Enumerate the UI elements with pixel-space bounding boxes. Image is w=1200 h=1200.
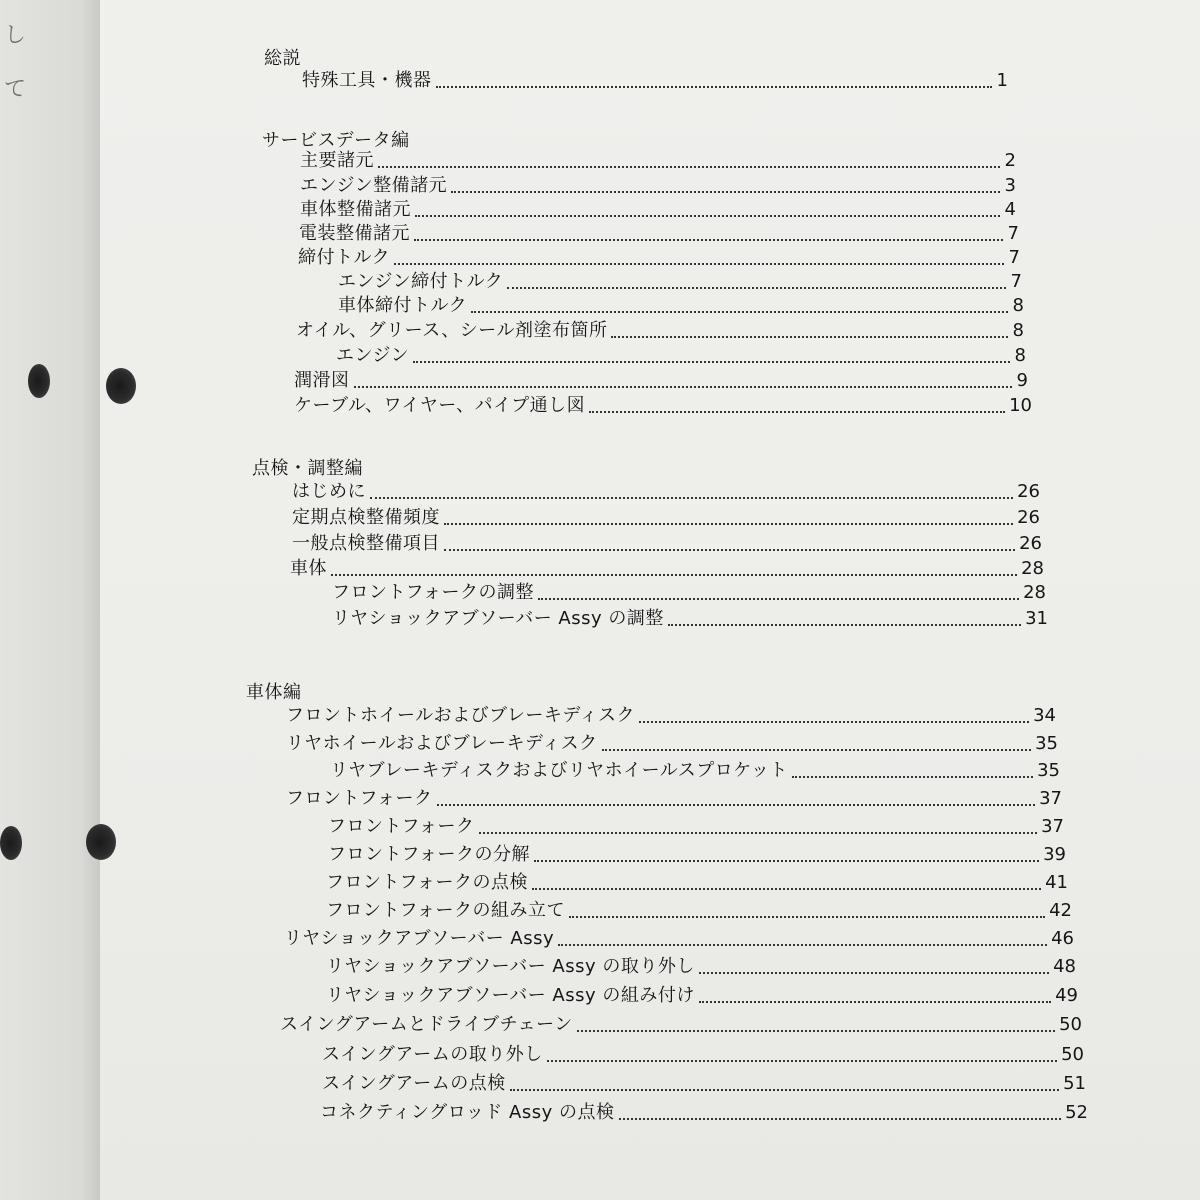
entry-page: 39 bbox=[1043, 844, 1066, 865]
entry-title: エンジン整備諸元 bbox=[300, 175, 448, 196]
dot-leader bbox=[471, 310, 1008, 313]
entry-page: 35 bbox=[1037, 760, 1060, 781]
entry-title: スイングアームとドライブチェーン bbox=[280, 1014, 573, 1035]
entry-page: 10 bbox=[1009, 395, 1032, 416]
toc-entry bbox=[286, 729, 1058, 755]
toc-entry bbox=[326, 952, 1076, 978]
entry-page: 8 bbox=[1014, 345, 1026, 366]
entry-title: 定期点検整備頻度 bbox=[292, 507, 440, 528]
section-heading: サービスデータ編 bbox=[262, 130, 410, 151]
toc-entry bbox=[286, 701, 1056, 727]
toc-entry bbox=[290, 554, 1044, 580]
entry-title: リヤショックアブソーバー Assy の調整 bbox=[332, 608, 664, 629]
toc-entry bbox=[284, 924, 1074, 950]
entry-page: 9 bbox=[1016, 370, 1028, 391]
toc-entry bbox=[326, 981, 1078, 1007]
entry-title: リヤショックアブソーバー Assy bbox=[284, 928, 555, 949]
dot-leader bbox=[414, 238, 1003, 241]
entry-page: 48 bbox=[1053, 956, 1076, 977]
entry-title: ケーブル、ワイヤー、パイプ通し図 bbox=[294, 395, 586, 416]
entry-title: はじめに bbox=[292, 481, 366, 502]
entry-title: フロントフォーク bbox=[328, 816, 475, 837]
entry-title: 電装整備諸元 bbox=[299, 223, 410, 244]
dot-leader bbox=[538, 597, 1019, 600]
entry-page: 26 bbox=[1017, 481, 1040, 502]
toc-entry bbox=[336, 341, 1026, 367]
dot-leader bbox=[792, 775, 1033, 778]
entry-title: オイル、グリース、シール剤塗布箇所 bbox=[296, 320, 608, 341]
entry-title: 一般点検整備項目 bbox=[292, 533, 440, 554]
entry-page: 50 bbox=[1059, 1014, 1082, 1035]
toc-entry bbox=[328, 840, 1066, 866]
entry-title: フロントフォークの分解 bbox=[328, 844, 531, 865]
toc-entry bbox=[302, 66, 1008, 92]
dot-leader bbox=[577, 1029, 1055, 1032]
entry-title: 車体整備諸元 bbox=[300, 199, 411, 220]
entry-title: エンジン bbox=[336, 345, 410, 366]
entry-page: 52 bbox=[1065, 1102, 1088, 1123]
toc-entry bbox=[338, 267, 1022, 293]
entry-title: フロントフォークの点検 bbox=[326, 872, 529, 893]
entry-page: 51 bbox=[1063, 1073, 1086, 1094]
dot-leader bbox=[437, 803, 1036, 806]
toc-entry bbox=[292, 503, 1040, 529]
dot-leader bbox=[370, 496, 1013, 499]
toc-entry bbox=[296, 316, 1024, 342]
entry-page: 31 bbox=[1025, 608, 1048, 629]
dot-leader bbox=[547, 1059, 1057, 1062]
margin-note: し bbox=[4, 23, 27, 48]
entry-page: 37 bbox=[1041, 816, 1064, 837]
dot-leader bbox=[619, 1117, 1062, 1120]
toc-entry bbox=[320, 1098, 1088, 1124]
entry-title: リヤショックアブソーバー Assy の組み付け bbox=[326, 985, 695, 1006]
toc-entry bbox=[299, 219, 1019, 245]
dot-leader bbox=[534, 859, 1039, 862]
entry-page: 26 bbox=[1019, 533, 1042, 554]
entry-page: 4 bbox=[1004, 199, 1016, 220]
toc-entry bbox=[338, 291, 1024, 317]
dot-leader bbox=[532, 887, 1041, 890]
entry-page: 2 bbox=[1004, 150, 1016, 171]
entry-title: スイングアームの取り外し bbox=[322, 1044, 543, 1065]
section-heading: 総説 bbox=[264, 48, 301, 69]
entry-page: 46 bbox=[1051, 928, 1074, 949]
toc-entry bbox=[326, 896, 1072, 922]
entry-page: 35 bbox=[1035, 733, 1058, 754]
section-heading: 車体編 bbox=[246, 682, 302, 703]
dot-leader bbox=[699, 1000, 1051, 1003]
dot-leader bbox=[602, 748, 1031, 751]
entry-page: 7 bbox=[1007, 223, 1019, 244]
toc-entry bbox=[298, 243, 1020, 269]
entry-page: 26 bbox=[1017, 507, 1040, 528]
dot-leader bbox=[611, 335, 1008, 338]
toc-entry bbox=[332, 604, 1048, 630]
dot-leader bbox=[507, 286, 1006, 289]
dot-leader bbox=[699, 971, 1049, 974]
entry-title: リヤショックアブソーバー Assy の取り外し bbox=[326, 956, 695, 977]
toc-entry bbox=[280, 1010, 1082, 1036]
toc-entry bbox=[300, 146, 1016, 172]
entry-page: 3 bbox=[1004, 175, 1016, 196]
toc-entry bbox=[292, 477, 1040, 503]
entry-title: フロントホイールおよびブレーキディスク bbox=[286, 705, 635, 726]
entry-title: 特殊工具・機器 bbox=[302, 70, 432, 91]
entry-page: 37 bbox=[1039, 788, 1062, 809]
entry-page: 7 bbox=[1010, 271, 1022, 292]
entry-page: 42 bbox=[1049, 900, 1072, 921]
entry-page: 7 bbox=[1008, 247, 1020, 268]
toc-entry bbox=[300, 171, 1016, 197]
dot-leader bbox=[413, 360, 1010, 363]
entry-title: コネクティングロッド Assy の点検 bbox=[320, 1102, 615, 1123]
toc-entry bbox=[286, 784, 1062, 810]
dot-leader bbox=[331, 573, 1017, 576]
dot-leader bbox=[639, 720, 1029, 723]
dot-leader bbox=[354, 385, 1013, 388]
dot-leader bbox=[558, 943, 1047, 946]
dot-leader bbox=[479, 831, 1038, 834]
dot-leader bbox=[510, 1088, 1059, 1091]
dot-leader bbox=[394, 262, 1004, 265]
toc-entry bbox=[322, 1040, 1084, 1066]
toc-entry bbox=[332, 578, 1046, 604]
toc-entry bbox=[294, 366, 1028, 392]
entry-title: 車体 bbox=[290, 558, 327, 579]
toc-entry bbox=[326, 868, 1068, 894]
dot-leader bbox=[444, 548, 1015, 551]
toc-entry bbox=[330, 756, 1060, 782]
toc-entry bbox=[328, 812, 1064, 838]
entry-title: 主要諸元 bbox=[300, 150, 374, 171]
dot-leader bbox=[569, 915, 1045, 918]
entry-title: 車体締付トルク bbox=[338, 295, 468, 316]
entry-page: 50 bbox=[1061, 1044, 1084, 1065]
entry-title: フロントフォーク bbox=[286, 788, 433, 809]
dot-leader bbox=[436, 85, 993, 88]
entry-page: 34 bbox=[1033, 705, 1056, 726]
entry-title: リヤホイールおよびブレーキディスク bbox=[286, 733, 598, 754]
toc-entry bbox=[294, 391, 1032, 417]
toc-entry bbox=[300, 195, 1016, 221]
entry-page: 8 bbox=[1012, 295, 1024, 316]
toc-entry bbox=[292, 529, 1042, 555]
entry-title: フロントフォークの調整 bbox=[332, 582, 535, 603]
dot-leader bbox=[668, 623, 1021, 626]
entry-page: 28 bbox=[1023, 582, 1046, 603]
entry-title: 潤滑図 bbox=[294, 370, 350, 391]
entry-page: 49 bbox=[1055, 985, 1078, 1006]
margin-note: て bbox=[4, 77, 27, 102]
entry-title: エンジン締付トルク bbox=[338, 271, 504, 292]
entry-page: 1 bbox=[996, 70, 1008, 91]
entry-page: 8 bbox=[1012, 320, 1024, 341]
entry-title: リヤブレーキディスクおよびリヤホイールスプロケット bbox=[330, 760, 788, 781]
dot-leader bbox=[589, 410, 1005, 413]
entry-title: フロントフォークの組み立て bbox=[326, 900, 566, 921]
dot-leader bbox=[378, 165, 1000, 168]
dot-leader bbox=[444, 522, 1013, 525]
entry-title: スイングアームの点検 bbox=[322, 1073, 506, 1094]
entry-page: 41 bbox=[1045, 872, 1068, 893]
dot-leader bbox=[415, 214, 1000, 217]
dot-leader bbox=[451, 190, 1000, 193]
section-heading: 点検・調整編 bbox=[252, 458, 363, 479]
toc-entry bbox=[322, 1069, 1086, 1095]
entry-page: 28 bbox=[1021, 558, 1044, 579]
entry-title: 締付トルク bbox=[298, 247, 391, 268]
